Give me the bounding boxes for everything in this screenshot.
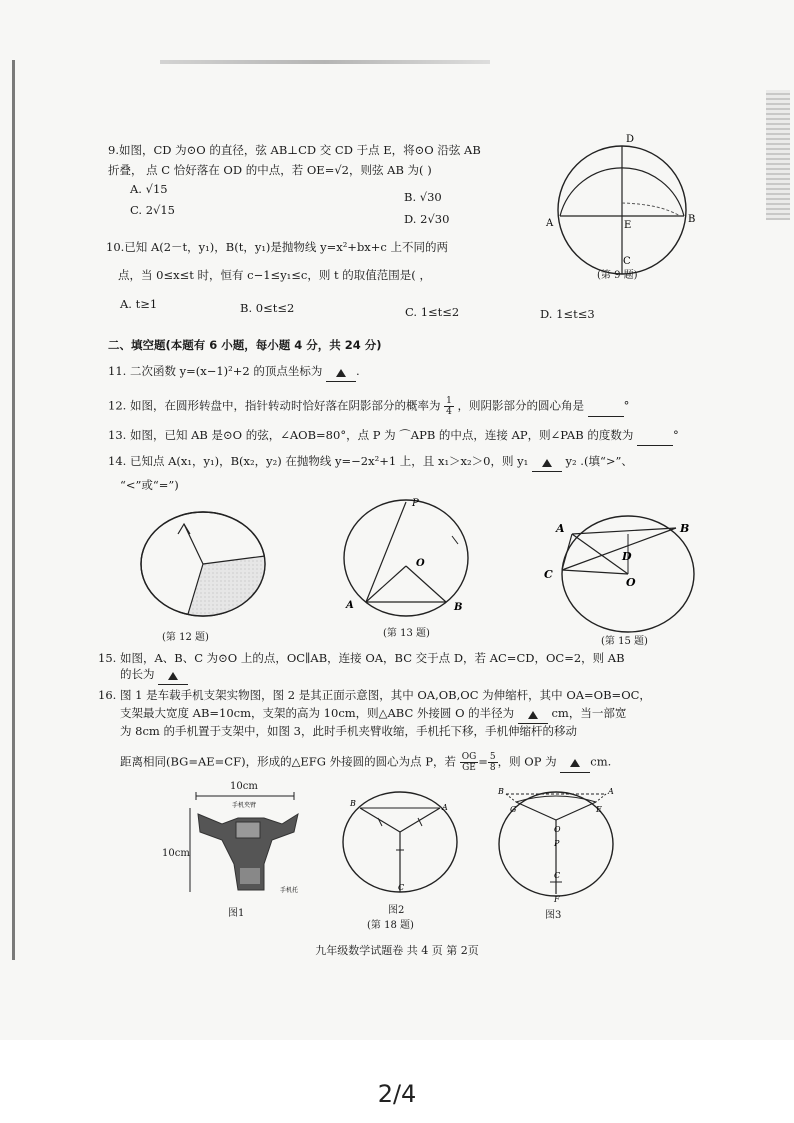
q16-frac-num: OG [461, 752, 477, 762]
q16-line2 [120, 706, 626, 724]
q15-answer-blank [158, 669, 188, 685]
q14-mid: y₂ .(填“>”、 [565, 454, 633, 468]
figure-9 [546, 128, 700, 268]
q14-line2: “<”或“=”) [120, 478, 179, 492]
figure-15 [540, 510, 700, 635]
fig15-label-b: B [680, 522, 690, 535]
fig9-caption: (第 9 题) [597, 270, 638, 281]
fig15-caption: (第 15 题) [601, 636, 648, 647]
q16-line4-text: 距离相同(BG=AE=CF)，形成的△EFG 外接圆的圆心为点 P，若 [120, 754, 457, 769]
fig12-caption: (第 12 题) [162, 632, 209, 643]
fig18-caption: (第 18 题) [367, 920, 414, 931]
q14-line1 [108, 454, 633, 472]
page-indicator: 2/4 [377, 1080, 417, 1108]
q10-option-c: C. 1≤t≤2 [405, 305, 460, 319]
fig2-label-c: C [398, 883, 405, 892]
q9-option-b: B. √30 [404, 190, 442, 204]
section-2-heading: 二、填空题(本题有 6 小题，每小题 4 分，共 24 分) [108, 338, 382, 352]
fig1-bottom-label: 手机托 [280, 887, 299, 894]
q10-option-d: D. 1≤t≤3 [540, 307, 595, 321]
q15-line1: 15. 如图，A、B、C 为⊙O 上的点，OC∥AB，连接 OA，BC 交于点 D，若 AC=CD，OC=2，则 AB [98, 651, 625, 665]
q9-line2: 折叠， 点 C 恰好落在 OD 的中点，若 OE=√2，则弦 AB 为( ) [108, 163, 432, 177]
figure-1-phone-holder [160, 792, 310, 902]
q10-line2: 点，当 0≤x≤t 时，恒有 c−1≤y₁≤c，则 t 的取值范围是( ， [118, 268, 431, 282]
fig13-label-o: O [416, 558, 425, 569]
fig9-label-c: C [623, 256, 631, 267]
q16-line1: 16. 图 1 是车载手机支架实物图，图 2 是其正面示意图，其中 OA,OB,OC 为伸缩杆，其中 OA=OB=OC， [98, 688, 651, 702]
fig13-label-p: P [412, 498, 419, 509]
q14-answer-blank [532, 456, 562, 472]
q9-option-d: D. 2√30 [404, 212, 450, 226]
figure-3 [496, 786, 616, 906]
fig9-label-b: B [688, 214, 696, 225]
q10-line1: 10.已知 A(2－t，y₁)，B(t，y₁)是抛物线 y=x²+bx+c 上不同的两 [106, 240, 449, 254]
fig3-label-e: E [596, 805, 602, 814]
q16-ratio-den: 8 [489, 763, 496, 773]
fig1-width-label: 10cm [230, 781, 258, 792]
fig3-label-o: O [554, 825, 561, 834]
q15-line2-text: 的长为 [120, 667, 155, 681]
figure-12 [140, 508, 270, 623]
fig9-label-a: A [546, 218, 554, 229]
fig3-label-f: F [554, 895, 560, 904]
q11-text: 11. 二次函数 y=(x−1)²+2 的顶点坐标为 [108, 364, 323, 378]
fig3-label-p: P [554, 839, 560, 848]
q10-option-b: B. 0≤t≤2 [240, 301, 295, 315]
q16-line2b: cm，当一部宽 [551, 706, 627, 720]
q16-line2-text: 支架最大宽度 AB=10cm，支架的高为 10cm，则△ABC 外接圆 O 的半径为 [120, 706, 515, 720]
page-edge-right [766, 90, 790, 220]
q16-frac-den: GE [462, 763, 476, 773]
q16-ratio-og-ge [460, 752, 479, 773]
figure-13 [340, 494, 480, 624]
q16-unit: cm. [590, 754, 612, 769]
fig13-label-b: B [454, 602, 463, 613]
q12-probability-fraction [444, 396, 454, 417]
q15-line2 [120, 667, 188, 685]
q13-text: 13. 如图，已知 AB 是⊙O 的弦，∠AOB=80°，点 P 为 ⌒APB 的中点，连接 AP，则∠PAB 的度数为 [108, 428, 634, 442]
fig2-label-b: B [350, 799, 356, 808]
fig15-label-d: D [622, 550, 632, 563]
answer-triangle-icon [542, 459, 552, 467]
answer-triangle-icon [528, 711, 538, 719]
fig9-label-d: D [626, 134, 635, 145]
fig3-label-c: C [554, 871, 561, 880]
q10-option-a: A. t≥1 [120, 297, 158, 311]
q12-num: 1 [446, 396, 452, 406]
fig3-label-g: G [510, 805, 517, 814]
q11 [108, 364, 360, 382]
q12-answer-blank [588, 401, 624, 417]
q13-end: ° [673, 428, 679, 442]
q9-option-c: C. 2√15 [130, 203, 175, 217]
answer-triangle-icon [168, 672, 178, 680]
q16-line3: 为 8cm 的手机置于支架中，如图 3，此时手机夹臂收缩，手机托下移，手机伸缩杆的移动 [120, 724, 577, 738]
figure-2 [340, 792, 460, 902]
q9-line1: 9.如图，CD 为⊙O 的直径，弦 AB⊥CD 交 CD 于点 E，将⊙O 沿弦 AB [108, 143, 481, 157]
q12-den: 4 [446, 407, 452, 417]
q13 [108, 428, 679, 446]
q16-answer-blank-1 [518, 708, 548, 724]
fig2-caption: 图2 [388, 905, 405, 916]
fig9-label-e: E [624, 220, 632, 231]
q12-post: ，则阴影部分的圆心角是 [457, 398, 584, 413]
fig3-caption: 图3 [545, 910, 562, 921]
q16-ratio-value [488, 752, 498, 773]
page-footer: 九年级数学试题卷 共 4 页 第 2页 [315, 944, 479, 957]
answer-triangle-icon [570, 759, 580, 767]
q12 [108, 396, 629, 417]
fig3-label-b: B [498, 787, 504, 796]
q12-end: ° [623, 398, 630, 413]
fig2-label-a: A [442, 803, 448, 812]
fig1-top-label: 手机夹臂 [232, 802, 257, 809]
fig1-caption: 图1 [228, 908, 245, 919]
q13-answer-blank [637, 430, 673, 446]
q12-pre: 12. 如图，在圆形转盘中，指针转动时恰好落在阴影部分的概率为 [108, 398, 441, 413]
q11-answer-blank [326, 366, 356, 382]
q16-eq: = [478, 754, 488, 769]
q16-answer-blank-2 [560, 757, 590, 773]
fig13-label-a: A [346, 600, 354, 611]
fig15-label-o: O [626, 576, 636, 589]
scan-artifact [160, 60, 490, 64]
q11-end: . [356, 364, 360, 378]
q9-option-a: A. √15 [130, 182, 168, 196]
q14-text: 14. 已知点 A(x₁，y₁)，B(x₂，y₂) 在抛物线 y=−2x²+1 上，且 x₁＞x₂＞0，则 y₁ [108, 454, 529, 468]
answer-triangle-icon [336, 369, 346, 377]
q16-line4 [120, 752, 611, 773]
page-edge [12, 60, 15, 960]
fig15-label-c: C [544, 568, 553, 581]
fig13-caption: (第 13 题) [383, 628, 430, 639]
fig1-height-label: 10cm [162, 848, 190, 859]
fig15-label-a: A [556, 522, 565, 535]
q16-line4b: ，则 OP 为 [497, 754, 557, 769]
fig3-label-a: A [608, 787, 614, 796]
q16-ratio-num: 5 [489, 752, 496, 762]
